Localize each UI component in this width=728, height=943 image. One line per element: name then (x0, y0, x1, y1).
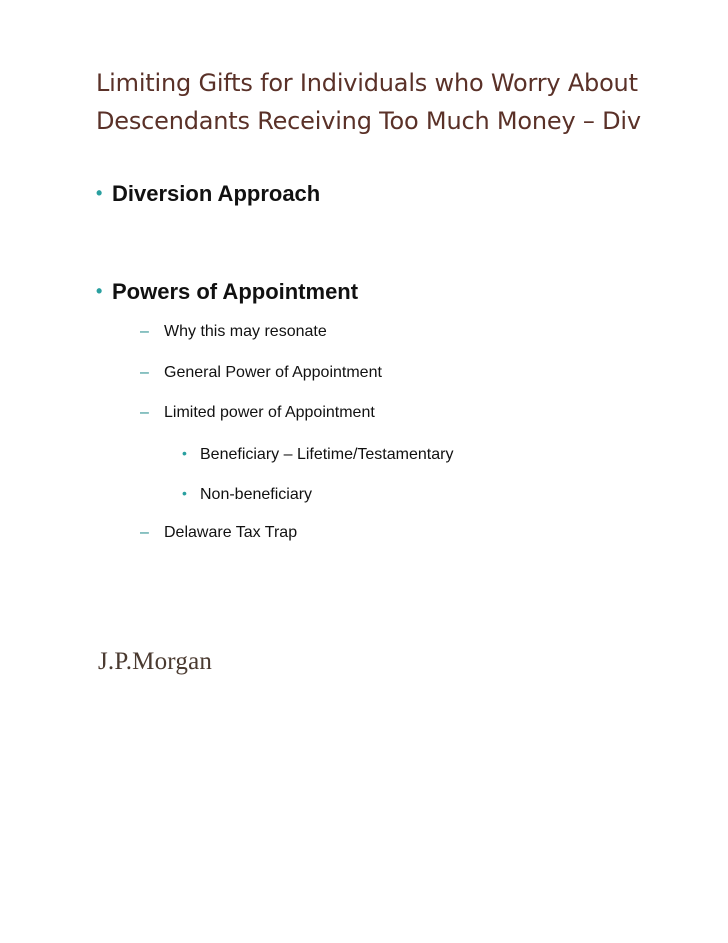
bullet-dot-icon: • (96, 281, 103, 301)
bullet-powers-of-appointment (96, 277, 358, 306)
dash-icon: – (140, 524, 149, 541)
sub-item-label: Why this may resonate (164, 323, 327, 340)
dash-icon: – (140, 323, 149, 340)
bullet-dot-icon: • (182, 445, 187, 461)
sub-item-general-power (140, 362, 382, 384)
sub-sub-item-beneficiary (182, 442, 453, 466)
slide-title (96, 64, 728, 140)
bullet-label: Diversion Approach (112, 181, 321, 206)
sub-item-label: General Power of Appointment (164, 364, 382, 381)
jpmorgan-logo: J.P.Morgan (98, 648, 213, 675)
sub-item-label: Delaware Tax Trap (164, 524, 298, 541)
sub-sub-item-label: Non-beneficiary (200, 486, 313, 503)
dash-icon: – (140, 404, 149, 421)
sub-item-label: Limited power of Appointment (164, 404, 375, 421)
bullet-diversion-approach (96, 179, 320, 208)
bullet-dot-icon: • (182, 485, 187, 501)
sub-item-why-this-may-resonate (140, 321, 327, 343)
slide-title-line-1: Limiting Gifts for Individuals who Worry About (96, 69, 638, 97)
sub-item-delaware-tax-trap (140, 522, 297, 544)
bullet-label: Powers of Appointment (112, 279, 359, 304)
bullet-dot-icon: • (96, 183, 103, 203)
sub-item-limited-power (140, 402, 375, 424)
sub-sub-item-non-beneficiary (182, 482, 312, 506)
slide-title-line-2: Descendants Receiving Too Much Money – Div (96, 107, 641, 135)
dash-icon: – (140, 364, 149, 381)
sub-sub-item-label: Beneficiary – Lifetime/Testamentary (200, 446, 454, 463)
